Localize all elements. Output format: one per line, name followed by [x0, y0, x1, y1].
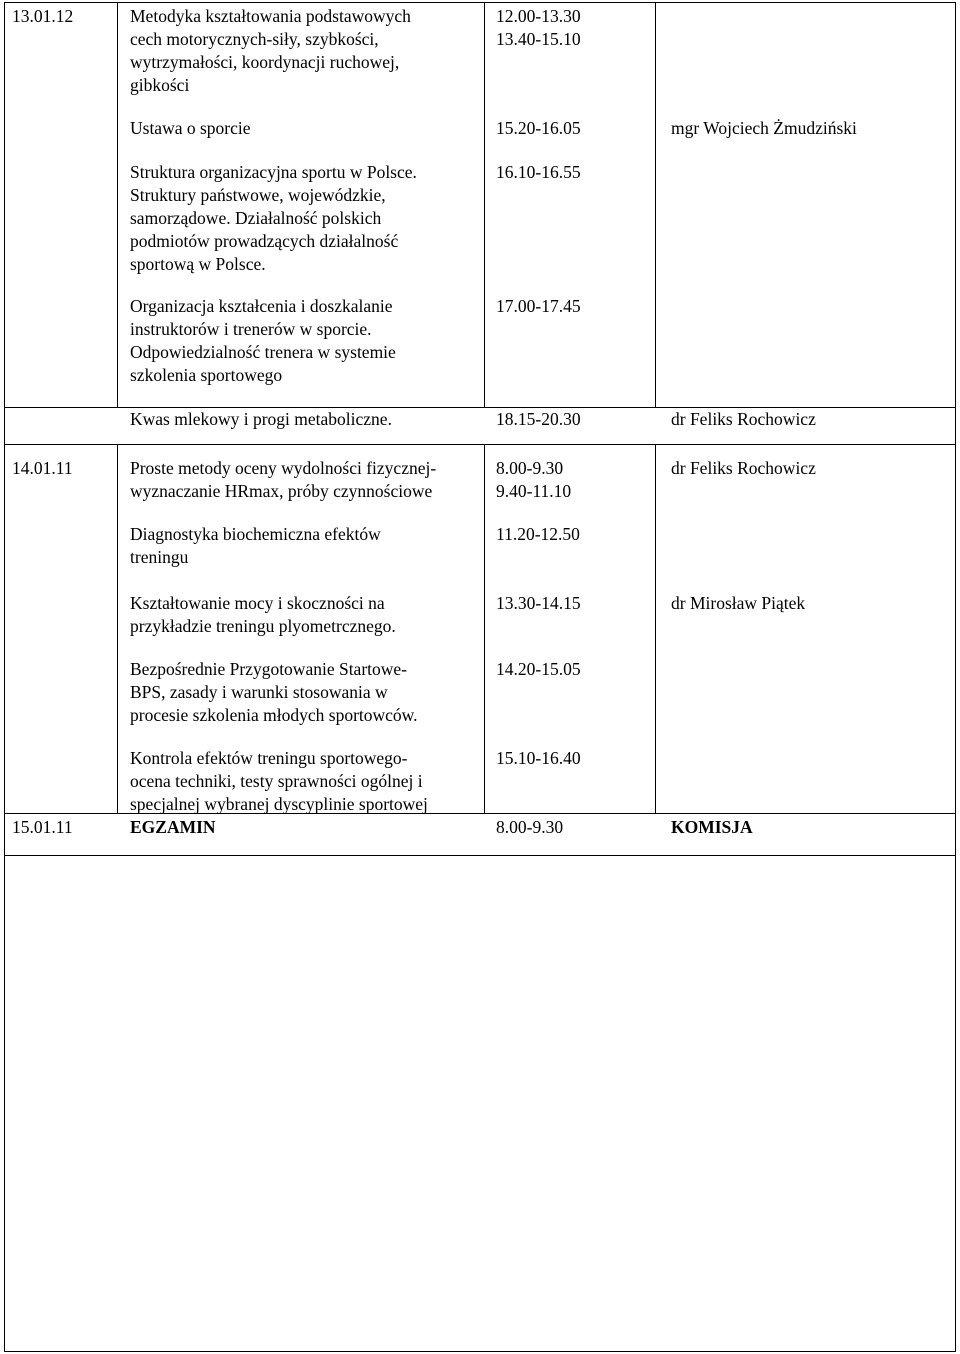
- table-border-top: [4, 2, 956, 3]
- time-cell: 14.20-15.05: [496, 659, 581, 679]
- date-cell: 13.01.12: [12, 6, 74, 26]
- topic-cell: Kwas mlekowy i progi metaboliczne.: [130, 409, 392, 429]
- topic-cell: Metodyka kształtowania podstawowych cech motorycznych-siły, szybkości, wytrzymałości, koordynacji ruchowej, gibkości: [130, 6, 411, 95]
- col-divider-1a: [117, 2, 118, 407]
- row-divider-4: [4, 855, 956, 856]
- col-divider-3b: [655, 444, 656, 813]
- time-cell: 17.00-17.45: [496, 296, 581, 316]
- time-cell: 11.20-12.50: [496, 524, 580, 544]
- lecturer-cell: dr Mirosław Piątek: [671, 593, 806, 613]
- topic-cell: Bezpośrednie Przygotowanie Startowe- BPS, zasady i warunki stosowania w procesie szkolenia młodych sportowców.: [130, 659, 418, 725]
- table-border-right: [955, 2, 956, 1352]
- time-cell: 12.00-13.30 13.40-15.10: [496, 6, 581, 49]
- col-divider-1b: [117, 444, 118, 813]
- date-cell: 14.01.11: [12, 458, 73, 478]
- table-border-left: [4, 2, 5, 1352]
- time-cell: 15.10-16.40: [496, 748, 581, 768]
- time-cell: 8.00-9.30 9.40-11.10: [496, 458, 572, 501]
- lecturer-cell: mgr Wojciech Żmudziński: [671, 118, 857, 138]
- time-cell: 13.30-14.15: [496, 593, 581, 613]
- time-cell: 18.15-20.30: [496, 409, 581, 429]
- table-border-bottom: [4, 1351, 956, 1352]
- row-divider-2: [4, 444, 956, 445]
- topic-cell: Kształtowanie mocy i skoczności na przykładzie treningu plyometrcznego.: [130, 593, 396, 636]
- time-cell: 8.00-9.30: [496, 817, 564, 837]
- lecturer-cell: dr Feliks Rochowicz: [671, 409, 816, 429]
- lecturer-cell: dr Feliks Rochowicz: [671, 458, 816, 478]
- date-cell: 15.01.11: [12, 817, 73, 837]
- topic-cell: Organizacja kształcenia i doszkalanie instruktorów i trenerów w sporcie. Odpowiedzialność trenera w systemie szkolenia sportowego: [130, 296, 396, 385]
- time-cell: 16.10-16.55: [496, 162, 581, 182]
- time-cell: 15.20-16.05: [496, 118, 581, 138]
- topic-cell: Proste metody oceny wydolności fizycznej- wyznaczanie HRmax, próby czynnościowe: [130, 458, 437, 501]
- topic-cell: Diagnostyka biochemiczna efektów treningu: [130, 524, 381, 567]
- topic-cell: Struktura organizacyjna sportu w Polsce. Struktury państwowe, wojewódzkie, samorządowe. Działalność polskich podmiotów prowadzących działalność sportową w Polsce.: [130, 162, 417, 274]
- topic-cell: Ustawa o sporcie: [130, 118, 251, 138]
- topic-cell: Kontrola efektów treningu sportowego- ocena techniki, testy sprawności ogólnej i specjalnej wybranej dyscyplinie sportowej: [130, 748, 428, 814]
- col-divider-2a: [484, 2, 485, 407]
- topic-cell: EGZAMIN: [130, 817, 216, 837]
- col-divider-2b: [484, 444, 485, 813]
- lecturer-cell: KOMISJA: [671, 817, 753, 837]
- col-divider-3a: [655, 2, 656, 407]
